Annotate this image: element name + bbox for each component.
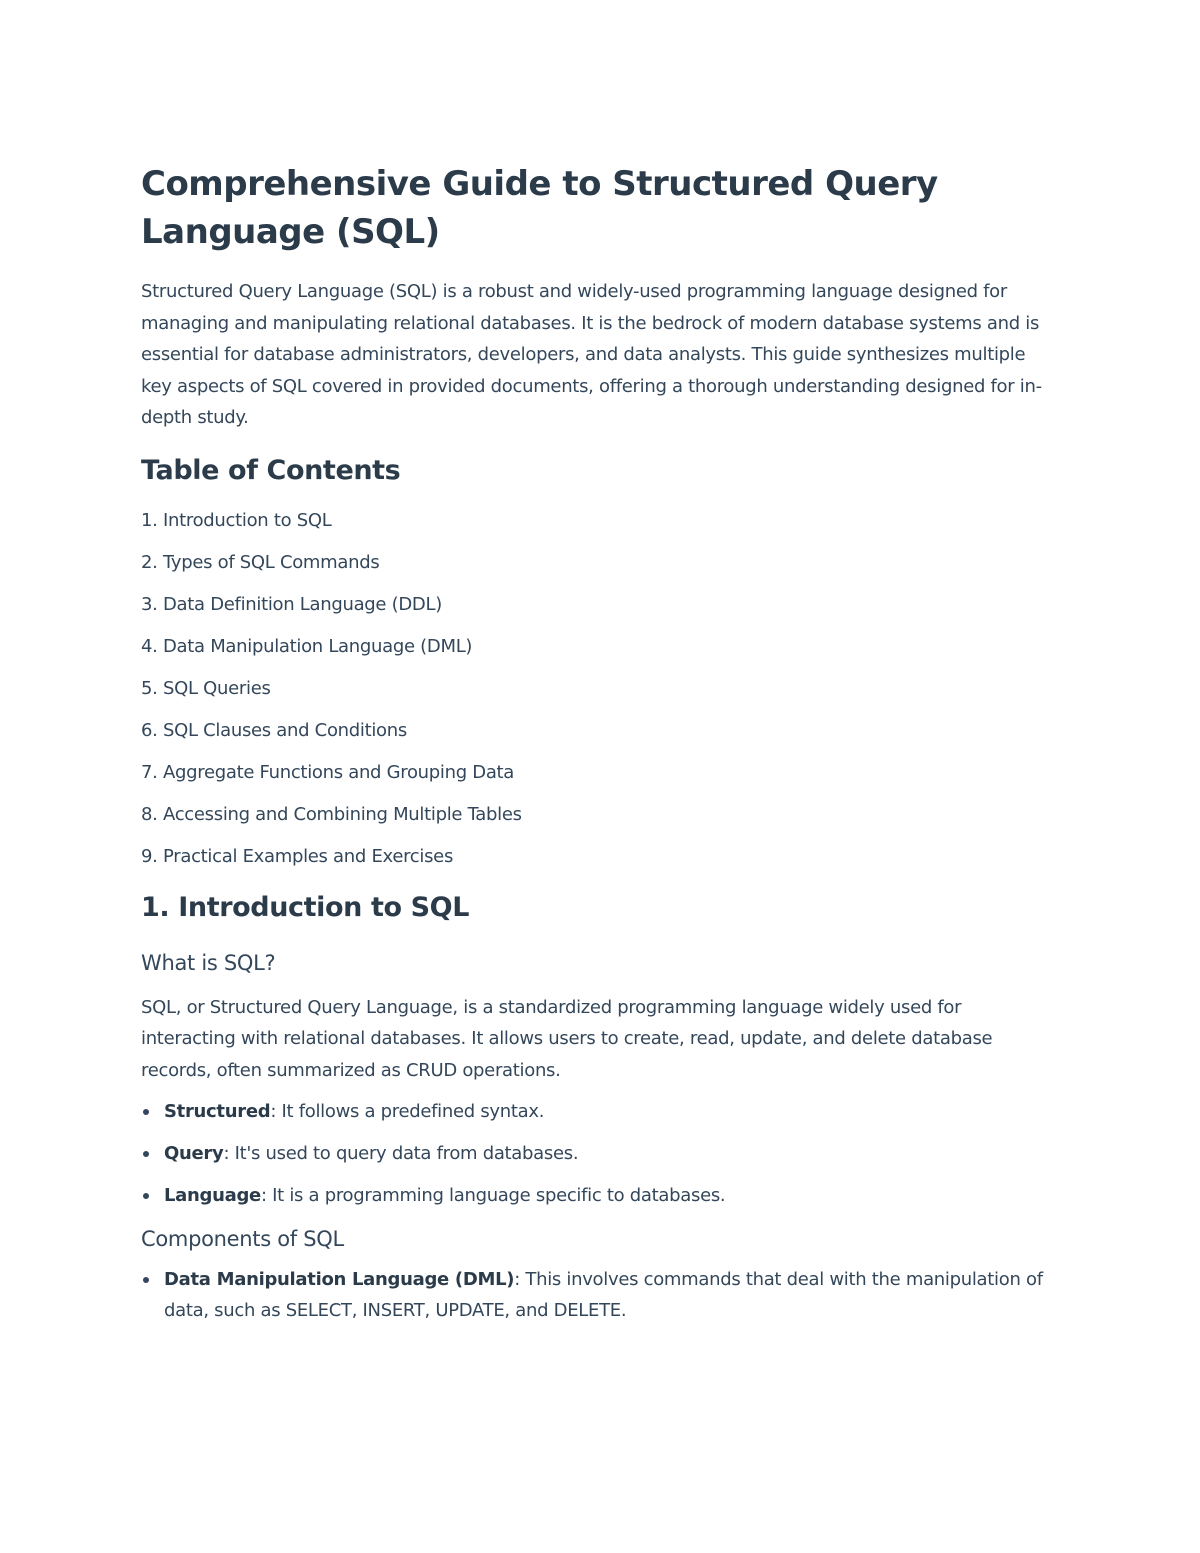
bullet-text: : It's used to query data from databases. [223, 1143, 579, 1164]
toc-item: 5. SQL Queries [141, 677, 271, 699]
bullet-term: Query [164, 1143, 224, 1164]
sql-meaning-list [141, 1096, 1061, 1212]
components-list [141, 1264, 1061, 1327]
toc-item: 1. Introduction to SQL [141, 509, 332, 531]
toc-item: 6. SQL Clauses and Conditions [141, 719, 407, 741]
list-item [141, 1138, 1061, 1170]
bullet-term: Language [164, 1185, 261, 1206]
table-of-contents [141, 510, 1061, 868]
section-heading: 1. Introduction to SQL [141, 891, 470, 923]
toc-item: 4. Data Manipulation Language (DML) [141, 635, 473, 657]
list-item [141, 1096, 1061, 1128]
bullet-term: Data Manipulation Language (DML) [164, 1268, 515, 1290]
toc-item: 9. Practical Examples and Exercises [141, 845, 454, 867]
bullet-text: : This involves commands that deal with the manipulation of data, such as SELECT, INSERT, UPDATE, and DELETE. [164, 1268, 1043, 1321]
document-page [141, 160, 1061, 1327]
toc-item: 3. Data Definition Language (DDL) [141, 593, 442, 615]
bullet-term: Structured [164, 1101, 271, 1122]
bullet-text: : It follows a predefined syntax. [270, 1101, 545, 1122]
subsection-heading: What is SQL? [141, 950, 276, 975]
toc-item: 8. Accessing and Combining Multiple Tables [141, 803, 522, 825]
toc-item: 7. Aggregate Functions and Grouping Data [141, 761, 515, 783]
toc-item: 2. Types of SQL Commands [141, 551, 380, 573]
document-title: Comprehensive Guide to Structured Query Language (SQL) [141, 164, 938, 252]
what-is-sql-paragraph: SQL, or Structured Query Language, is a standardized programming language widely used for interacting with relational databases. It allows users to create, read, update, and delete database records, often summarized as CRUD operations. [141, 996, 993, 1081]
toc-heading: Table of Contents [141, 454, 401, 486]
intro-paragraph: Structured Query Language (SQL) is a robust and widely-used programming language designed for managing and manipulating relational databases. It is the bedrock of modern database systems and is essential for database administrators, developers, and data analysts. This guide synthesizes multiple key aspects of SQL covered in provided documents, offering a thorough understanding designed for in-depth study. [141, 281, 1042, 428]
bullet-text: : It is a programming language specific to databases. [260, 1185, 726, 1206]
list-item [141, 1180, 1061, 1212]
list-item [141, 1264, 1061, 1327]
subsection-heading: Components of SQL [141, 1226, 344, 1251]
